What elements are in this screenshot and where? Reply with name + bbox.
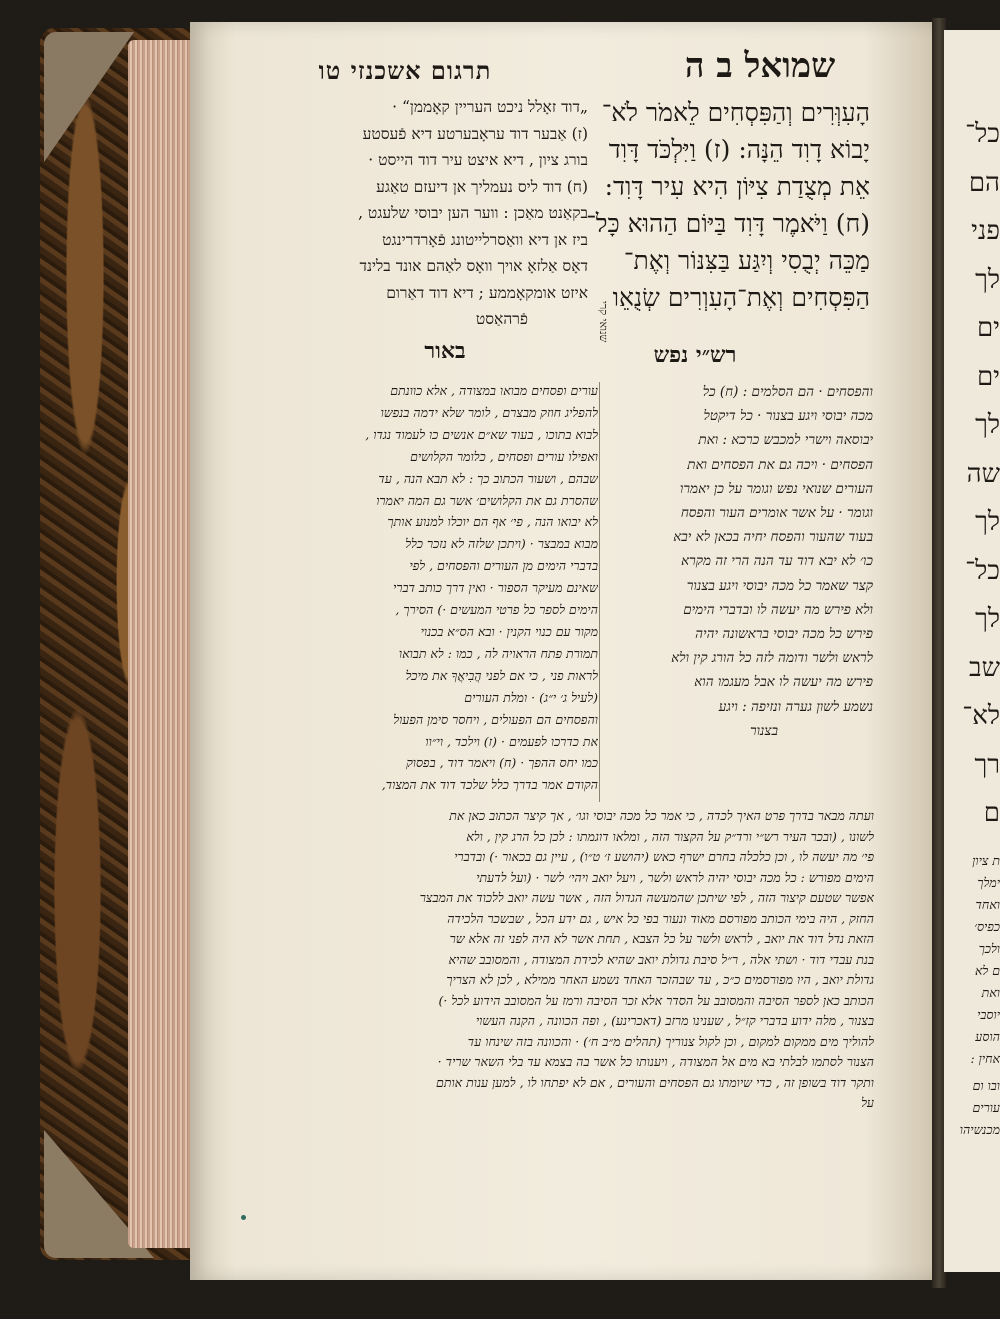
facing-page-text xyxy=(948,110,1000,838)
facing-line: שב xyxy=(969,652,1000,683)
biur-line: את כדרכו לפעמים · (ז) וילכד , וי״וו xyxy=(425,733,598,749)
column-divider xyxy=(599,382,600,802)
facing-small-line: ת ציון xyxy=(972,853,1000,868)
biur-line: מבוא במבצר · (ויתכן שלזה לא נזכר כלל xyxy=(405,536,598,552)
facing-page-commentary-lower xyxy=(948,1075,1000,1141)
bible-line: הָעִוְּרִים וְהַפִּסְחִים לֵאמֹר לֹא־ xyxy=(601,98,870,127)
rashi-line: לראש ולשר ודומה לזה כל הורג קין ולא xyxy=(671,650,873,667)
facing-small-line: כפיס׳ xyxy=(974,919,1000,934)
bottom-line: אפשר שטעם קיצור הזה , לפי שיתכן שהמעשה הגדול הזה , אשר עשה יואב ללכוד את המבצר xyxy=(419,890,874,905)
ink-spot xyxy=(241,1215,246,1220)
facing-small-line: ימלך xyxy=(977,875,1000,890)
facing-line: שה xyxy=(966,458,1000,489)
targum-line: „דוד זאָלל ניכט העריין קאָממן“ · xyxy=(392,98,588,116)
facing-line: הם xyxy=(968,167,1000,198)
facing-small-line: ובו ום xyxy=(972,1078,1000,1093)
bottom-line: הכותב כאן לספר הסיבה והמסובב על הסדר אלא זכר הסיבה ורמז על המסובב הידוע לכל ·) xyxy=(438,992,874,1008)
bible-line: הַפִּסְחִים וְאֶת־הָעִוְרִים שְׂנֻאֵו xyxy=(612,283,870,312)
running-head-targum: תרגום אשכנזי טו xyxy=(318,56,492,85)
facing-small-line: אחין : xyxy=(970,1051,1000,1066)
facing-line: כל־ xyxy=(965,555,1000,586)
biur-line: הקודם אמר בדרך כלל שלכד דוד את המצוד, xyxy=(381,777,598,793)
targum-line: פֿרהאַסט xyxy=(475,310,528,328)
facing-page-commentary xyxy=(948,850,1000,1070)
biur-line: (לעיל ג׳ י״ג) · ומלת העורים xyxy=(464,689,598,705)
targum-line: דאָס אַלזאָ אויך וואָס לאַהם אונד בלינד xyxy=(359,257,588,275)
biur-line: מקור עם כנוי הקנין · ובא הס״א בכנוי xyxy=(420,623,598,639)
biur-line: עורים ופסחים מבואו במצודה , אלא כוונתם xyxy=(390,383,598,398)
targum-line: בקאַנט מאַכן : ווער הען יבוסי שלעגט , xyxy=(358,204,588,222)
bottom-line: הזאת נדל דוד את יואב , לראש ולשר על כל הצבא , תחת אשר לא היה לפני זה אלא שר xyxy=(449,931,874,946)
targum-line: (ז) אַבער דוד עראָבערטע דיא פֿעסטע xyxy=(362,124,588,143)
biur-line: והפסחים הם הפעולים , ויחסר סימן הפעול xyxy=(393,711,598,727)
bottom-line: גדולת יואב , היו מפורסמים כ״כ , עד שבהזכר האחד נשמע האחר ממילא , לכן לא הצריך xyxy=(446,972,874,987)
biur-heading: באור xyxy=(424,338,466,364)
rashi-line: כו׳ לא יבא דוד עד הנה הרי זה מקרא xyxy=(681,553,873,570)
targum-line: בורג ציון , דיא איצט עיר דוד הייסט · xyxy=(368,151,588,169)
biur-line: ואפילו עורים ופסחים , כלומר הקלושים xyxy=(410,448,598,464)
rashi-line: הפסחים · ויכה גם את הפסחים ואת xyxy=(687,456,873,473)
rashi-line: בצנור xyxy=(749,722,778,739)
bible-text-column xyxy=(586,94,870,316)
targum-line: (ח) דוד ליס נעמליך אן דיעזם טאַגע xyxy=(376,177,588,196)
bottom-line: להוליך מים ממקום למקום , וכן לקול צנוריך (תהלים מ״ב ח׳) · והכוונה בזה שינחו עד xyxy=(467,1033,874,1049)
facing-line: ים xyxy=(976,361,1000,392)
bottom-line: בצנור , מלה ידוע בדברי קז״ל , שענינו מרזב (דאכרינע) , ופה הכוונה , הקנה העשוי xyxy=(475,1013,874,1028)
targum-line: איזט אומקאָממע ; דיא דוד דאַרום xyxy=(386,283,588,302)
facing-line: לך xyxy=(975,507,1000,537)
facing-line: לך xyxy=(975,604,1000,634)
biur-commentary-column xyxy=(268,380,598,796)
rashi-line: נשמע לשון גערה ונזיפה : ויגע xyxy=(718,698,873,715)
biur-line: הימים לספר כל פרטי המעשים ·) הסירך , xyxy=(395,602,598,618)
bottom-line: הצנור לסתמו לבלתי בא מים אל המצודה , ויענותו כל אשר בה בצמא עד בלי השאר שריד · xyxy=(437,1054,874,1069)
rashi-line: בעוד שהעור והפסח יחיה בכאן לא יבא xyxy=(673,529,873,546)
facing-line: ים xyxy=(976,313,1000,343)
facing-small-line: ולכך xyxy=(978,941,1000,956)
rashi-line: והפסחים · הם הסלמים : (ח) כל xyxy=(702,384,873,400)
bottom-line: ועתה מבאר בדרך פרט האיך לכדה , כי אמר כל מכה יבוסי וגו׳ , אך קיצר הכתוב כאן את xyxy=(449,808,874,823)
targum-line: ביז אן דיא וואַסרלייטונג פֿאָרדרינגט xyxy=(382,230,588,249)
rashi-commentary-column xyxy=(605,380,873,743)
rashi-heading: רש״י נפש xyxy=(653,342,737,368)
rashi-line: פירש מה יעשה לו אבל מעגמו הוא xyxy=(694,674,873,691)
biur-line: להפליג חוזק מבצרם , לומר שלא ידמה בנפשו xyxy=(380,404,598,420)
bible-line: יָבוֹא דָוִד הֵנָּה: (ז) וַיִּלְכֹּד דָּוִד xyxy=(608,135,870,164)
bottom-line: ותקר דוד בשופן זה , כדי שיומתו גם הפסחים והעורים , אם לא יפתחו לו , למען ענות אותם xyxy=(436,1074,874,1090)
biur-line: בדברי הימים מן העורים והפסחים , לפי xyxy=(409,558,598,574)
facing-small-line: ואת xyxy=(981,985,1000,1000)
facing-small-line: מכנשיהו xyxy=(959,1122,1000,1137)
facing-line: רך xyxy=(974,749,1000,780)
rashi-line: וגומר · על אשר אומרים העור והפסח xyxy=(680,505,873,522)
qere-marginal-note: שנואי קרי xyxy=(597,300,610,342)
facing-small-line: עורים xyxy=(972,1100,1000,1115)
biur-line: לראות פני , כי אם לפני הֲבִיאֲךָ את מיכל xyxy=(405,667,598,683)
facing-line: לך xyxy=(975,410,1000,440)
facing-line: לא־ xyxy=(962,701,1000,731)
facing-line: כל־ xyxy=(965,119,1000,149)
targum-translation-column xyxy=(268,94,588,333)
facing-line: ם xyxy=(983,798,1000,828)
biur-line: תמורת פתח הראויה לה , כמו : לא תבואו xyxy=(398,645,598,661)
bottom-line: לשונו , (ובכר העיר רש״י ורד״ק על הקצור הזה , ומלאו דוגמתו : לכן כל הרג קין , ולא xyxy=(466,828,874,844)
running-head-samuel: שמואל ב ה xyxy=(684,46,836,86)
biur-line: כמו יחס ההפך · (ח) ויאמר דוד , בפסוק xyxy=(406,755,598,771)
facing-small-line: יוסבי xyxy=(977,1007,1000,1022)
bible-line: אֵת מְצֻדַת צִיּוֹן הִיא עִיר דָּוִד: xyxy=(604,172,870,201)
bottom-line: החזק , היה בימי הכותב מפורסם מאוד ונעור בפי כל איש , גם ידע הכל , שבשכר הלכידה xyxy=(447,910,874,926)
biur-line: שבהם , ושעור הכתוב כך : לא תבא הנה , עד xyxy=(378,470,598,486)
bottom-line: בנת עבדי דוד · ושתי אלה , ר״ל סיבת גדולת יואב שהיא לכידת המצודה , והמסובב שהיא xyxy=(448,951,874,967)
bible-line: מַכֵּה יְבֻסִי וְיִגַּע בַּצִּנּוֹר וְאֶת־ xyxy=(623,246,870,275)
catchword: על xyxy=(861,1095,874,1110)
rashi-line: פירש כל מכה יבוסי בראשונה יהיה xyxy=(695,626,873,643)
facing-line: פני xyxy=(971,216,1000,246)
bottom-line: פי׳ מה יעשה לו , וכן כלכלה בחרם ישרף כאש (יהושע ז׳ ט״ו) , עיין גם בכאור ·) ובדברי xyxy=(454,849,874,864)
bottom-commentary xyxy=(262,806,874,1114)
facing-line: לך xyxy=(975,264,1000,295)
biur-line: שאינם מעיקר הספור · ואין דרך כותב דברי xyxy=(393,580,598,596)
rashi-line: יבוסאה וישרי למכבש כרכא : ואת xyxy=(698,432,873,449)
facing-small-line: ם לא xyxy=(974,963,1000,978)
rashi-line: ולא פירש מה יעשה לו ובדברי הימים xyxy=(683,601,873,618)
rashi-line: מכה יבוסי ויגע בצנור · כל דיקטל xyxy=(703,408,873,425)
bottom-line: הימים מפורש : כל מכה יבוסי יהיה לראש ולשר , ויעל יואב ויהי׳ לשר · (ועל לדעתי xyxy=(476,869,874,885)
facing-small-line: ואחד xyxy=(975,897,1000,912)
bible-line: (ח) וַיֹּאמֶר דָּוִד בַּיּוֹם הַהוּא כָּל־ xyxy=(586,209,870,238)
biur-line: לבוא בתוכו , בעוד שא״ם אנשים כו לעמוד נגדו , xyxy=(365,426,598,442)
biur-line: לא יבואו הנה , פי׳ אף הם יוכלו למנוע אותך xyxy=(387,514,598,530)
biur-line: שהסרת גם את הקלושים׳ אשר גם המה יאמרו xyxy=(376,492,598,508)
rashi-line: קצר שאמר כל מכה יבוסי ויגע בצנור xyxy=(686,577,873,594)
rashi-line: העורים שנואי נפש וגומר על כן יאמרו xyxy=(679,480,873,497)
facing-small-line: הוסע xyxy=(975,1029,1000,1044)
